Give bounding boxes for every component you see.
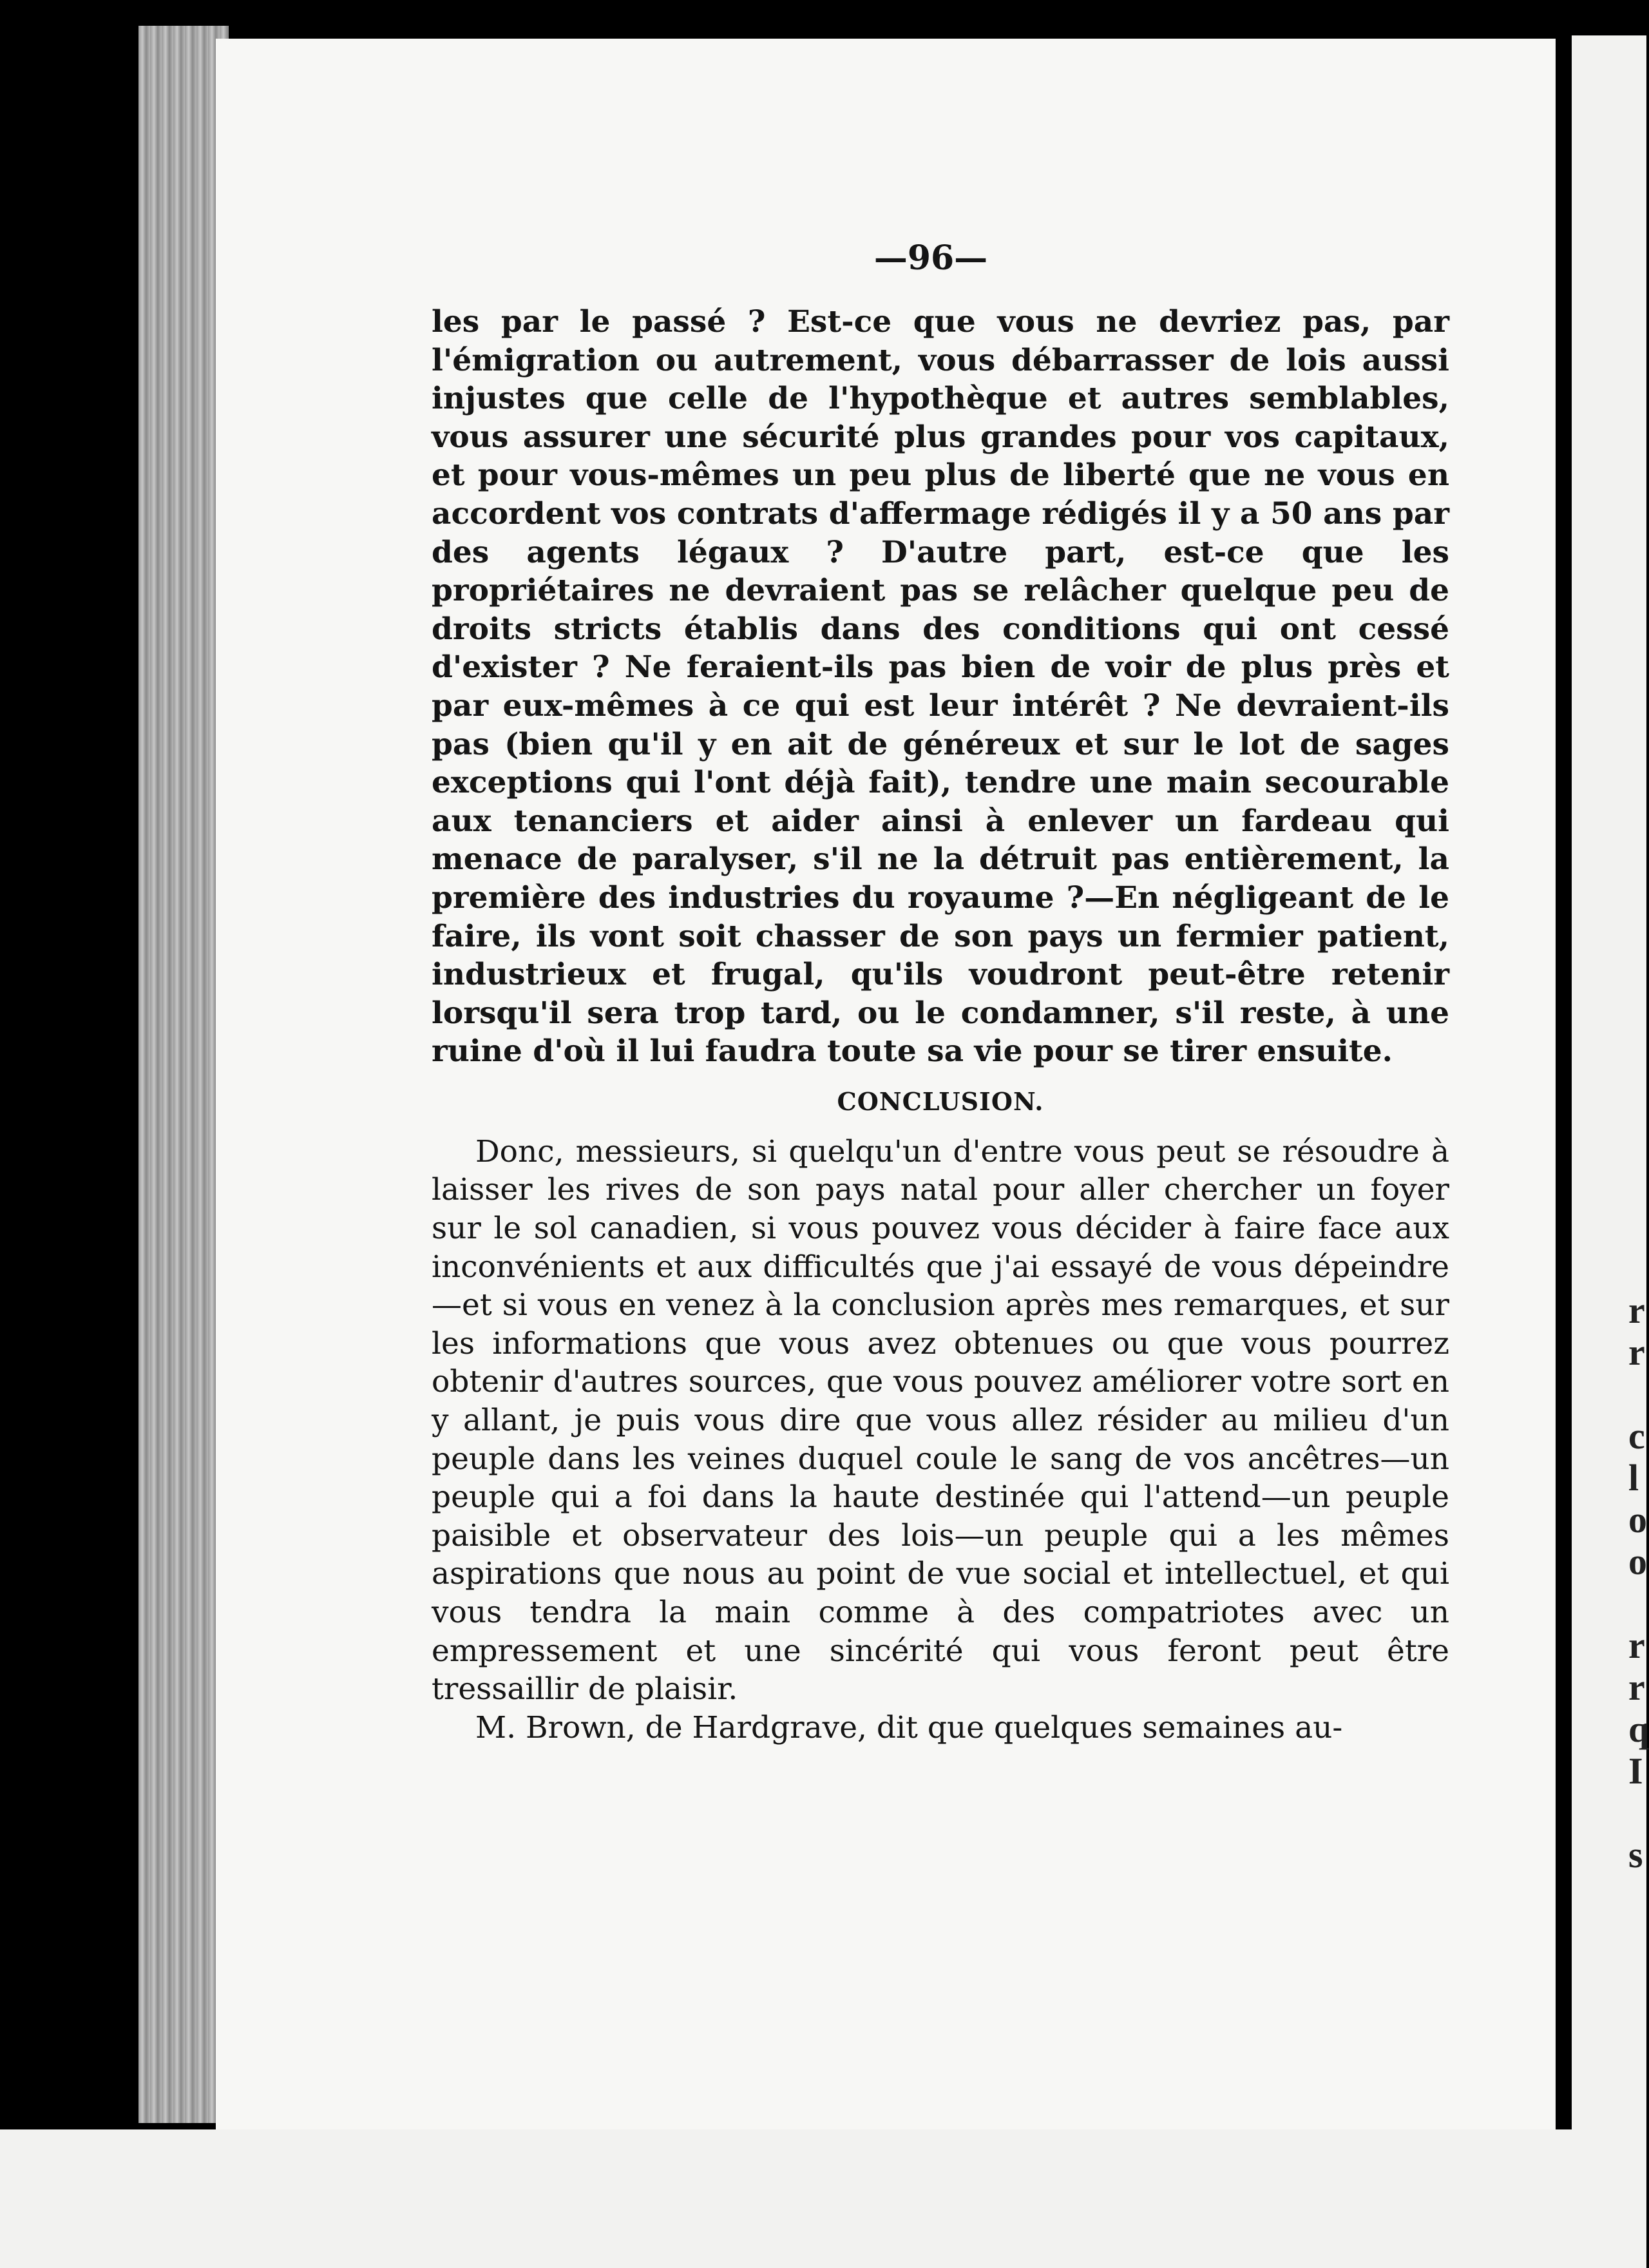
page-number: —96— (873, 238, 988, 278)
adjacent-page-fragment: r (1628, 1331, 1645, 1373)
adjacent-page-fragment: I (1628, 1750, 1643, 1792)
adjacent-page-fragment: r (1628, 1666, 1645, 1708)
adjacent-page-fragment: r (1628, 1624, 1645, 1666)
adjacent-page-fragment: l (1628, 1457, 1639, 1499)
paragraph-1: les par le passé ? Est-ce que vous ne devriez pas, par l'émigration ou autrement, vous débarrasser de lois aussi injustes que celle de l'hypothèque et autres semblables, vous assurer une sécurité plus grandes pour vos capitaux, et pour vous-mêmes un peu plus de liberté que ne vous en accordent vos contrats d'affermage rédigés il y a 50 ans par des agents légaux ? D'autre part, est-ce que les propriétaires ne devraient pas se relâcher quelque peu de droits stricts établis dans des conditions qui ont cessé d'exister ? Ne feraient-ils pas bien de voir de plus près et par eux-mêmes à ce qui est leur intérêt ? Ne devraient-ils pas (bien qu'il y en ait de généreux et sur le lot de sages exceptions qui l'ont déjà fait), tendre une main secourable aux tenanciers et aider ainsi à enlever un fardeau qui menace de paralyser, s'il ne la détruit pas entièrement, la première des industries du royaume ?—En négligeant de le faire, ils vont soit chasser de son pays un fermier patient, industrieux et frugal, qu'ils voudront peut-être retenir lorsqu'il sera trop tard, ou le condamner, s'il reste, à une ruine d'où il lui faudra toute sa vie pour se tirer ensuite. (432, 304, 1449, 1070)
adjacent-page-fragment: q (1628, 1708, 1649, 1750)
paragraph-3: M. Brown, de Hardgrave, dit que quelques semaines au- (475, 1709, 1343, 1745)
adjacent-page-fragment: r (1628, 1289, 1645, 1331)
adjacent-page-fragment: c (1628, 1415, 1645, 1457)
page-edge (138, 26, 229, 2123)
adjacent-page-fragment: s (1628, 1834, 1643, 1876)
bottom-margin (0, 2129, 1572, 2268)
adjacent-page-strip (1572, 35, 1649, 2268)
body-text (432, 303, 1449, 1747)
adjacent-page-fragment: o (1628, 1541, 1647, 1582)
section-heading: CONCLUSION. (837, 1086, 1044, 1116)
adjacent-page-fragment: o (1628, 1499, 1647, 1541)
paragraph-2: Donc, messieurs, si quelqu'un d'entre vous peut se résoudre à laisser les rives de son pays natal pour aller chercher un foyer sur le sol canadien, si vous pouvez vous décider à faire face aux inconvénients et aux difficultés que j'ai essayé de vous dépeindre—et si vous en venez à la conclusion après mes remarques, et sur les informations que vous avez obtenues ou que vous pourrez obtenir d'autres sources, que vous pouvez améliorer votre sort en y allant, je puis vous dire que vous allez résider au milieu d'un peuple dans les veines duquel coule le sang de vos ancêtres—un peuple qui a foi dans la haute destinée qui l'attend—un peuple paisible et observateur des lois—un peuple qui a les mêmes aspirations que nous au point de vue social et intellectuel, et qui vous tendra la main comme à des compatriotes avec un empressement et une sincérité qui vous feront peut être tressaillir de plaisir. (432, 1133, 1449, 1707)
